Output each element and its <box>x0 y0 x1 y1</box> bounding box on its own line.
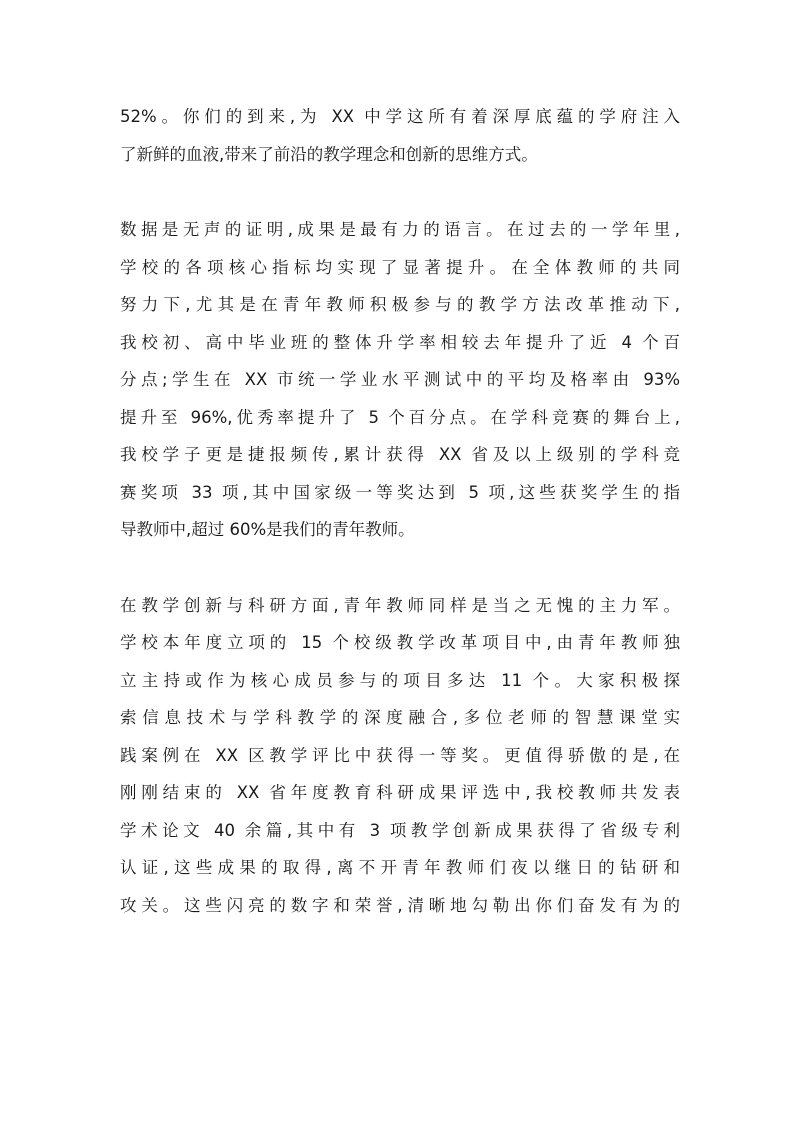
text-line: 学术论文 40 余篇,其中有 3 项教学创新成果获得了省级专利 <box>120 820 680 840</box>
text-line: 提升至 96%,优秀率提升了 5 个百分点。在学科竞赛的舞台上, <box>120 407 680 427</box>
text-line: 刚刚结束的 XX 省年度教育科研成果评选中,我校教师共发表 <box>120 783 680 802</box>
text-line: 分点;学生在 XX 市统一学业水平测试中的平均及格率由 93% <box>120 370 680 389</box>
text-line: 学校本年度立项的 15 个校级教学改革项目中,由青年教师独 <box>120 633 680 652</box>
text-line: 学校的各项核心指标均实现了显著提升。在全体教师的共同 <box>120 257 680 277</box>
text-line: 了新鲜的血液,带来了前沿的教学理念和创新的思维方式。 <box>120 144 538 164</box>
paragraph-2 <box>120 211 680 549</box>
text-line: 赛奖项 33 项,其中国家级一等奖达到 5 项,这些获奖学生的指 <box>120 482 680 502</box>
paragraph-3 <box>120 587 680 925</box>
text-line: 立主持或作为核心成员参与的项目多达 11 个。大家积极探 <box>120 670 680 690</box>
text-line: 我校学子更是捷报频传,累计获得 XX 省及以上级别的学科竞 <box>120 445 680 464</box>
text-line: 数据是无声的证明,成果是最有力的语言。在过去的一学年里, <box>120 220 680 239</box>
text-line: 认证,这些成果的取得,离不开青年教师们夜以继日的钻研和 <box>120 858 680 877</box>
text-line: 在教学创新与科研方面,青年教师同样是当之无愧的主力军。 <box>120 595 680 615</box>
text-line: 52%。你们的到来,为 XX 中学这所有着深厚底蕴的学府注入 <box>120 107 680 126</box>
paragraph-1 <box>120 98 680 173</box>
text-line: 努力下,尤其是在青年教师积极参与的教学方法改革推动下, <box>120 295 680 314</box>
text-line: 践案例在 XX 区教学评比中获得一等奖。更值得骄傲的是,在 <box>120 745 680 765</box>
text-line: 我校初、高中毕业班的整体升学率相较去年提升了近 4 个百 <box>120 332 680 352</box>
text-line: 索信息技术与学科教学的深度融合,多位老师的智慧课堂实 <box>120 708 680 727</box>
text-line: 导教师中,超过 60%是我们的青年教师。 <box>120 520 415 539</box>
document-body <box>120 98 680 962</box>
text-line: 攻关。这些闪亮的数字和荣誉,清晰地勾勒出你们奋发有为的 <box>120 895 680 915</box>
